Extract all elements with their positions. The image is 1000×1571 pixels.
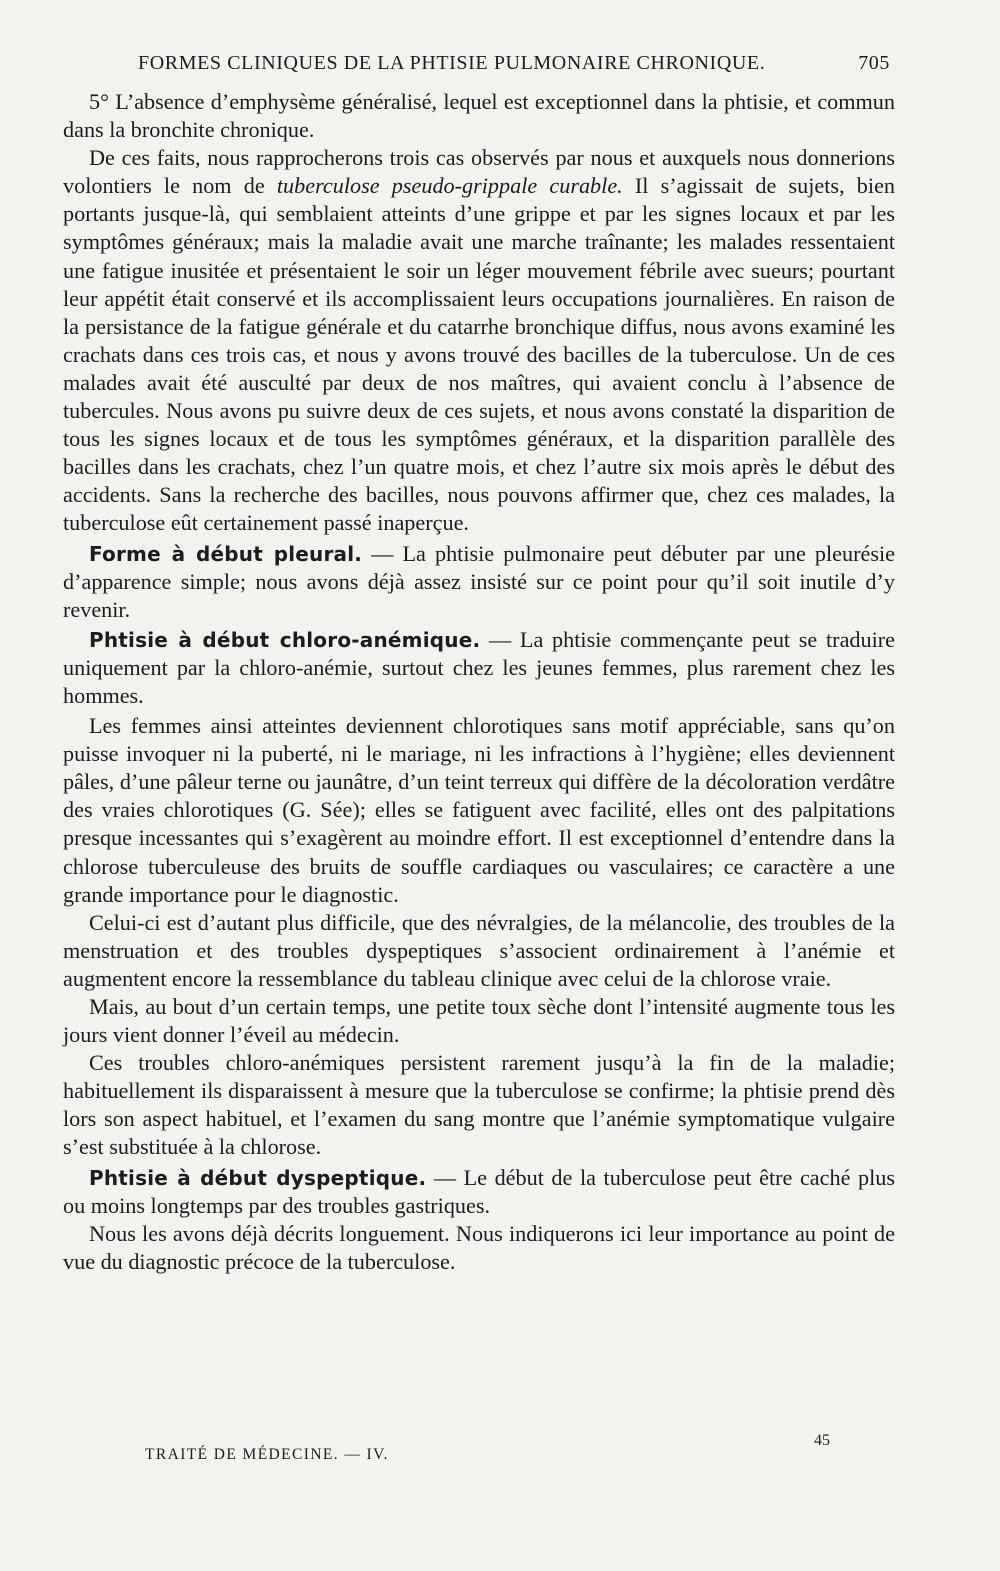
book-title: TRAITÉ DE MÉDECINE. — IV.: [145, 1446, 389, 1463]
page-number: 705: [858, 52, 890, 74]
section-heading: Phtisie à début dyspeptique.: [89, 1165, 427, 1190]
paragraph: [63, 88, 895, 144]
paragraph: [63, 540, 895, 624]
running-head: [138, 52, 890, 82]
section-heading: Phtisie à début chloro-anémique.: [89, 627, 481, 652]
paragraph-text: — Le début de la tuberculose peut être caché plus ou moins longtemps par des troubles gastriques.: [63, 1164, 895, 1218]
paragraph: [63, 993, 895, 1049]
paragraph-text: Celui-ci est d’autant plus difficile, que des névralgies, de la mélancolie, des troubles de la menstruation et des troubles dyspeptiques s’associent ordinairement à l’anémie et augmentent encore la ressemblance du tableau clinique avec celui de la chlorose vraie.: [63, 909, 895, 991]
paragraph: [63, 626, 895, 710]
paragraph: [63, 1049, 895, 1161]
paragraph-text: Ces troubles chloro-anémiques persistent rarement jusqu’à la fin de la maladie; habituellement ils disparaissent à mesure que la tuberculose se confirme; la phtisie prend dès lors son aspect habituel, et l’examen du sang montre que l’anémie symptomatique vulgaire s’est substituée à la chlorose.: [63, 1050, 895, 1160]
italic-term: tuberculose pseudo-grippale curable.: [276, 173, 623, 199]
paragraph-text: Les femmes ainsi atteintes deviennent chlorotiques sans motif appréciable, sans qu’on puisse invoquer ni la puberté, ni le mariage, ni les infractions à l’hygiène; elles deviennent pâles, d’une pâleur terne ou jaunâtre, d’un teint terreux qui diffère de la décoloration verdâtre des vraies chlorotiques (G. Sée); elles se fatiguent avec facilité, elles ont des palpitations presque incessantes qui s’exagèrent au moindre effort. Il est exceptionnel d’entendre dans la chlorose tuberculeuse des bruits de souffle cardiaques ou vasculaires; ce caractère a une grande importance pour le diagnostic.: [63, 713, 895, 907]
paragraph-text: 5° L’absence d’emphysème généralisé, lequel est exceptionnel dans la phtisie, et commun dans la bronchite chronique.: [63, 89, 895, 143]
body-text: [63, 88, 895, 1276]
signature-mark: 45: [814, 1432, 830, 1449]
paragraph-text: Nous les avons déjà décrits longuement. Nous indiquerons ici leur importance au point de vue du diagnostic précoce de la tuberculose.: [63, 1220, 895, 1274]
paragraph: [63, 1164, 895, 1220]
paragraph-text: Il s’agissait de sujets, bien portants jusque-là, qui semblaient atteints d’une grippe et par les signes locaux et par les symptômes généraux; mais la maladie avait une marche traînante; les malades ressentaient une fatigue inusitée et présentaient le soir un léger mouvement fébrile avec sueurs; pourtant leur appétit était conservé et ils accomplissaient leurs occupations journalières. En raison de la persistance de la fatigue générale et du catarrhe bronchique diffus, nous avons examiné les crachats dans ces trois cas, et nous y avons trouvé des bacilles de la tuberculose. Un de ces malades avait été ausculté par deux de nos maîtres, qui avaient conclu à l’absence de tubercules. Nous avons pu suivre deux de ces sujets, et nous avons constaté la disparition de tous les signes locaux et de tous les symptômes généraux, et la disparition parallèle des bacilles dans les crachats, chez l’un quatre mois, et chez l’autre six mois après le début des accidents. Sans la recherche des bacilles, nous pouvons affirmer que, chez ces malades, la tuberculose eût certainement passé inaperçue.: [63, 173, 896, 536]
paragraph-text: — La phtisie pulmonaire peut débuter par une pleurésie d’apparence simple; nous avons déjà assez insisté sur ce point pour qu’il soit inutile d’y revenir.: [63, 540, 895, 622]
paragraph: [63, 712, 895, 909]
paragraph-text: — La phtisie commençante peut se traduire uniquement par la chloro-anémie, surtout chez les jeunes femmes, plus rarement chez les hommes.: [63, 626, 896, 708]
paragraph: [63, 1220, 895, 1276]
section-heading: Forme à début pleural.: [89, 541, 363, 566]
paragraph-text: De ces faits, nous rapprocherons trois cas observés par nous et auxquels nous donnerions volontiers le nom de: [63, 145, 895, 199]
paragraph: [63, 144, 895, 537]
page-footer: [145, 1432, 830, 1472]
running-title: FORMES CLINIQUES DE LA PHTISIE PULMONAIRE CHRONIQUE.: [138, 52, 766, 74]
paragraph: [63, 909, 895, 993]
paragraph-text: Mais, au bout d’un certain temps, une petite toux sèche dont l’intensité augmente tous les jours vient donner l’éveil au médecin.: [63, 994, 895, 1048]
